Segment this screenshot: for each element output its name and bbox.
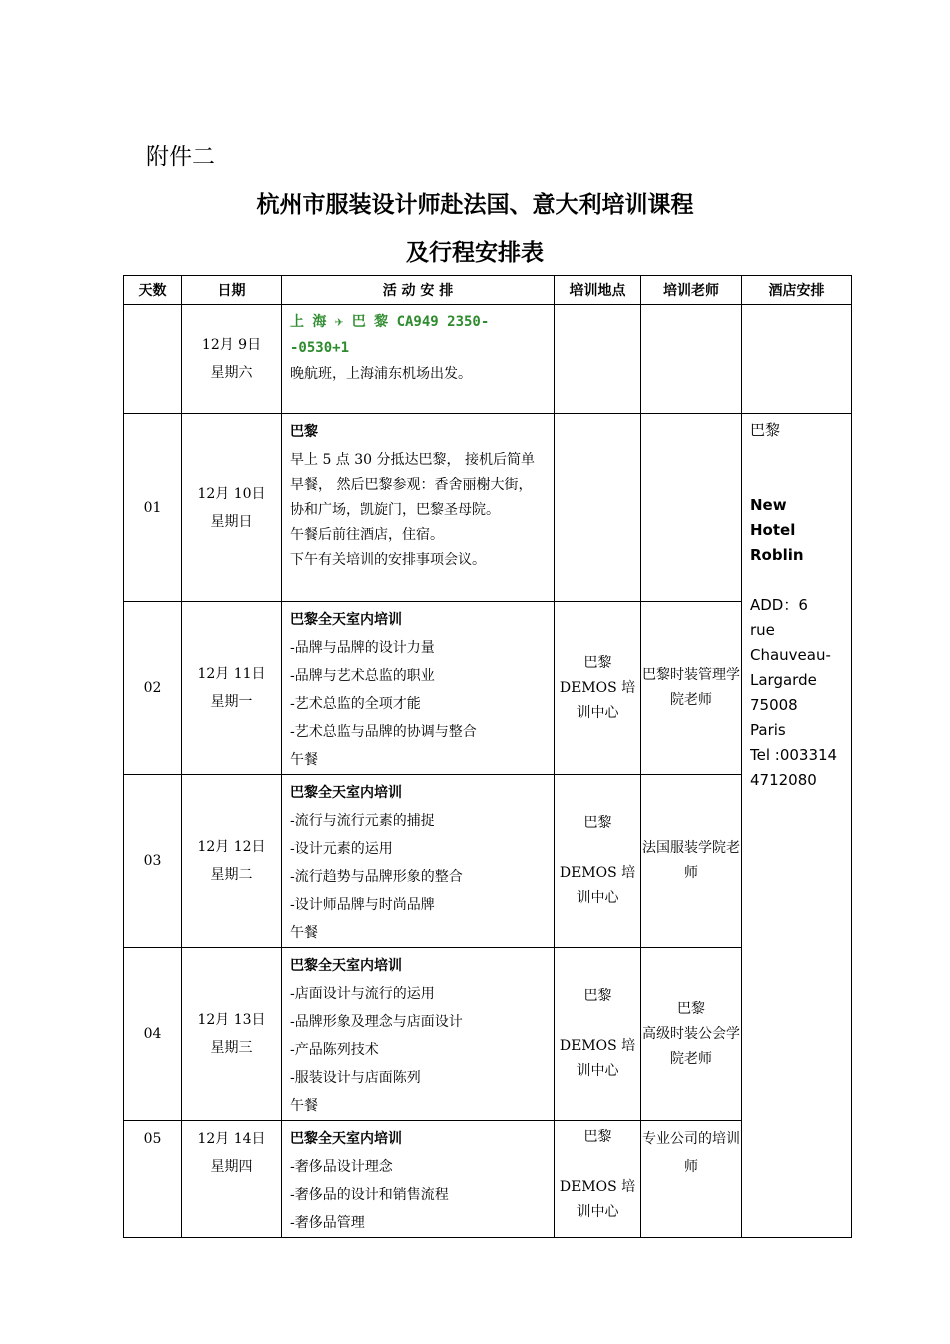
- activity-line: 早上 5 点 30 分抵达巴黎， 接机后简单早餐， 然后巴黎参观：香舍丽榭大街，协和广场，凯旋门，巴黎圣母院。: [290, 452, 535, 518]
- activity-line: 午餐: [290, 752, 318, 768]
- activity-line: -奢侈品的设计和销售流程: [290, 1187, 449, 1203]
- date-text: 12月 11日: [197, 666, 266, 682]
- location-cell: [555, 948, 641, 1121]
- location-cell: [555, 775, 641, 948]
- day-cell: 03: [124, 775, 182, 948]
- activity-heading: 巴黎全天室内培训: [290, 612, 402, 628]
- activity-heading: 巴黎: [290, 424, 318, 440]
- activity-line: -流行与流行元素的捕捉: [290, 813, 435, 829]
- day-cell: 02: [124, 602, 182, 775]
- location-city: 巴黎: [583, 1129, 612, 1145]
- activity-line: -奢侈品管理: [290, 1215, 365, 1231]
- teacher-cell: 法国服装学院老师: [641, 775, 742, 948]
- header-day: 天数: [124, 276, 182, 305]
- activity-line: -品牌形象及理念与店面设计: [290, 1014, 463, 1030]
- attachment-label: 附件二: [146, 144, 215, 170]
- location-city: 巴黎: [583, 815, 612, 831]
- date-cell: [182, 1121, 282, 1238]
- weekday-text: 星期一: [210, 694, 253, 710]
- activity-line: -奢侈品设计理念: [290, 1159, 393, 1175]
- weekday-text: 星期三: [210, 1040, 253, 1056]
- activity-line: -设计元素的运用: [290, 841, 393, 857]
- activity-line: 午餐: [290, 925, 318, 941]
- hotel-city: 巴黎: [750, 421, 781, 439]
- activity-cell: [282, 1121, 555, 1238]
- hotel-address-line: Largarde: [750, 671, 817, 689]
- activity-cell: [282, 305, 555, 414]
- location-cell: [555, 305, 641, 414]
- date-cell: [182, 775, 282, 948]
- hotel-cell-empty: [742, 305, 852, 414]
- weekday-text: 星期日: [210, 513, 253, 530]
- day-cell: [124, 305, 182, 414]
- date-text: 12月 13日: [197, 1012, 266, 1028]
- activity-line: -艺术总监的全项才能: [290, 696, 421, 712]
- activity-line: 下午有关培训的安排事项会议。: [290, 552, 486, 568]
- activity-cell: [282, 602, 555, 775]
- hotel-name-line: New: [750, 496, 787, 514]
- teacher-cell: [641, 305, 742, 414]
- teacher-cell: 巴黎时装管理学院老师: [641, 602, 742, 775]
- hotel-phone-line: 4712080: [750, 771, 817, 789]
- hotel-address-line: Chauveau-: [750, 646, 831, 664]
- hotel-address-line: 75008: [750, 696, 798, 714]
- table-row: [124, 414, 852, 602]
- header-date: 日期: [182, 276, 282, 305]
- activity-line: -店面设计与流行的运用: [290, 986, 435, 1002]
- weekday-text: 星期四: [210, 1159, 253, 1175]
- location-city: 巴黎: [583, 988, 612, 1004]
- location-center: DEMOS 培训中心: [559, 865, 636, 906]
- teacher-cell: 专业公司的培训师: [641, 1121, 742, 1238]
- header-activity: 活 动 安 排: [282, 276, 555, 305]
- hotel-address-line: rue: [750, 621, 775, 639]
- location-cell: 巴黎 DEMOS 培训中心: [555, 602, 641, 775]
- date-cell: [182, 305, 282, 414]
- activity-line: 午餐后前往酒店，住宿。: [290, 527, 444, 543]
- activity-line: 午餐: [290, 1098, 318, 1114]
- table-header-row: [124, 276, 852, 305]
- teacher-city: 巴黎: [677, 1000, 705, 1017]
- activity-cell: [282, 414, 555, 602]
- date-cell: [182, 602, 282, 775]
- location-center: DEMOS 培训中心: [559, 1179, 636, 1220]
- activity-line: -艺术总监与品牌的协调与整合: [290, 724, 477, 740]
- activity-line: 晚航班，上海浦东机场出发。: [290, 366, 472, 382]
- header-teacher: 培训老师: [641, 276, 742, 305]
- hotel-phone-line: Tel :003314: [750, 746, 838, 764]
- activity-line: -服装设计与店面陈列: [290, 1070, 421, 1086]
- flight-info: 上 海 ✈ 巴 黎 CA949 2350--0530+1: [290, 314, 490, 356]
- hotel-address-line: Paris: [750, 721, 786, 739]
- day-cell: 04: [124, 948, 182, 1121]
- day-cell: 05: [124, 1121, 182, 1238]
- teacher-cell: [641, 414, 742, 602]
- activity-line: -产品陈列技术: [290, 1042, 379, 1058]
- hotel-name-line: Roblin: [750, 546, 804, 564]
- teacher-cell: [641, 948, 742, 1121]
- activity-heading: 巴黎全天室内培训: [290, 958, 402, 974]
- document-title-line2: 及行程安排表: [406, 240, 544, 266]
- weekday-text: 星期六: [210, 365, 253, 381]
- activity-heading: 巴黎全天室内培训: [290, 1131, 402, 1147]
- header-hotel: 酒店安排: [742, 276, 852, 305]
- hotel-cell: [742, 414, 852, 1238]
- date-cell: [182, 414, 282, 602]
- date-text: 12月 9日: [201, 337, 262, 353]
- location-center: DEMOS 培训中心: [559, 1038, 636, 1079]
- activity-heading: 巴黎全天室内培训: [290, 785, 402, 801]
- activity-line: -设计师品牌与时尚品牌: [290, 897, 435, 913]
- date-text: 12月 14日: [197, 1131, 266, 1147]
- activity-line: -品牌与艺术总监的职业: [290, 668, 435, 684]
- schedule-table: [123, 275, 852, 1238]
- header-location: 培训地点: [555, 276, 641, 305]
- table-row: [124, 305, 852, 414]
- weekday-text: 星期二: [210, 867, 253, 883]
- location-cell: [555, 414, 641, 602]
- document-title-line1: 杭州市服装设计师赴法国、意大利培训课程: [256, 192, 694, 218]
- activity-line: -流行趋势与品牌形象的整合: [290, 869, 463, 885]
- date-text: 12月 12日: [197, 839, 266, 855]
- location-cell: [555, 1121, 641, 1238]
- day-cell: 01: [124, 414, 182, 602]
- activity-cell: [282, 948, 555, 1121]
- date-cell: [182, 948, 282, 1121]
- teacher-text: 高级时装公会学院老师: [642, 1025, 740, 1067]
- activity-cell: [282, 775, 555, 948]
- hotel-address-line: ADD：6: [750, 596, 808, 614]
- activity-line: -品牌与品牌的设计力量: [290, 640, 435, 656]
- date-text: 12月 10日: [197, 485, 266, 502]
- hotel-name-line: Hotel: [750, 521, 796, 539]
